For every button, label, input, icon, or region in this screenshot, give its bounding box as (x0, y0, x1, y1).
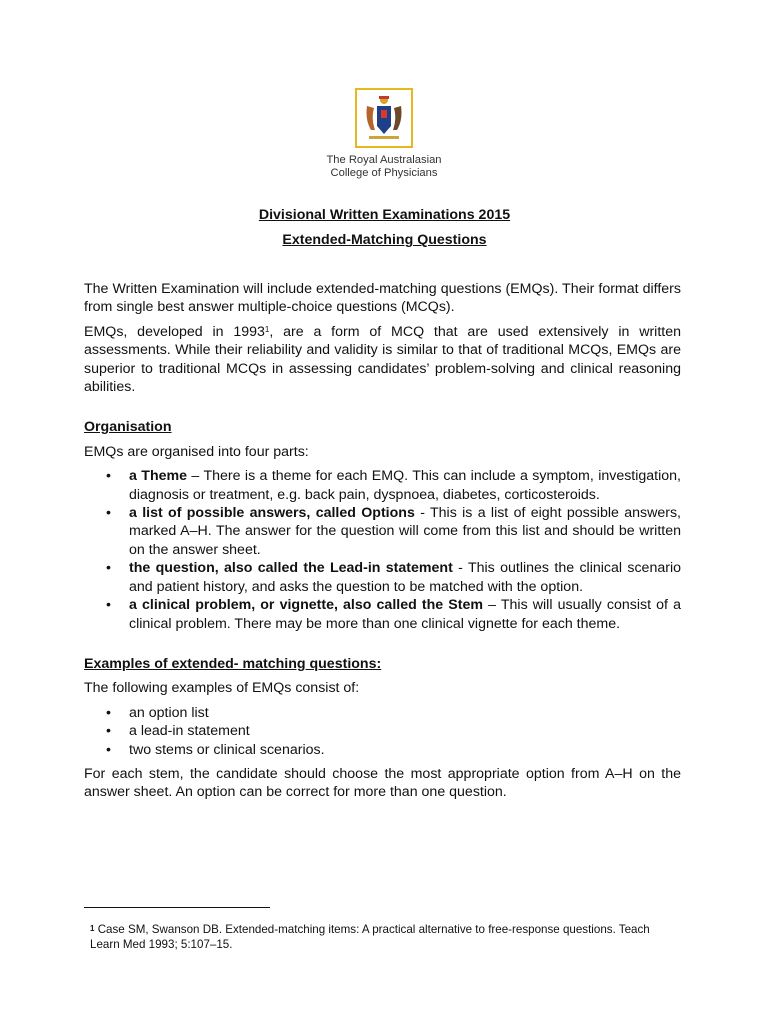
bullet-icon: • (106, 505, 111, 522)
list-item-text: two stems or clinical scenarios. (129, 741, 325, 758)
examples-lead: The following examples of EMQs consist of: (84, 680, 360, 697)
examples-heading: Examples of extended- matching questions: (84, 655, 382, 672)
list-item (84, 596, 681, 633)
list-item-text: a lead-in statement (129, 723, 250, 740)
examples-list (84, 704, 681, 759)
organisation-heading: Organisation (84, 419, 172, 436)
document-title: Divisional Written Examinations 2015 (258, 207, 511, 223)
intro-p2-start: EMQs, developed in 1993 (84, 323, 265, 340)
list-item-text: - This is a list of eight possible answers, marked A–H. The answer for the question will come from this list and should be written on the answer sheet. (129, 505, 681, 558)
organisation-list (84, 467, 681, 633)
list-item-text: - This outlines the clinical scenario and patient history, and asks the question to be matched with the option. (129, 560, 681, 595)
bullet-icon: • (106, 723, 111, 740)
college-name-line2: College of Physicians (330, 167, 438, 179)
intro-paragraph-1: The Written Examination will include extended-matching questions (EMQs). Their format differs from single best answer multiple-choice questions (MCQs). (84, 281, 681, 316)
organisation-lead: EMQs are organised into four parts: (84, 443, 309, 460)
examples-closing: For each stem, the candidate should choose the most appropriate option from A–H on the answer sheet. An option can be correct for more than one question. (84, 765, 681, 801)
footnote-text: Case SM, Swanson DB. Extended-matching items: A practical alternative to free-response questions. Teach Learn Med 1993; 5:107–15. (90, 923, 650, 951)
intro-p2-end: , are a form of MCQ that are used extensively in written assessments. While their reliability and validity is similar to that of traditional MCQs, EMQs are superior to traditional MCQs in assessing candidates’ problem-solving and clinical reasoning abilities. (84, 323, 681, 396)
list-item (84, 704, 681, 722)
document-titles (84, 206, 685, 257)
list-item-bold: a clinical problem, or vignette, also called the Stem (129, 597, 483, 614)
list-item-bold: a list of possible answers, called Options (129, 505, 415, 522)
intro-paragraph-2 (84, 323, 681, 397)
list-item-text: – This will usually consist of a clinical problem. There may be more than one clinical vignette for each theme. (129, 597, 682, 632)
list-item (84, 741, 681, 759)
footnote-reference: 1 (264, 324, 270, 334)
list-item (84, 504, 681, 559)
list-item (84, 467, 681, 504)
footnote-divider (84, 907, 270, 908)
bullet-icon: • (106, 597, 111, 614)
document-subtitle: Extended-Matching Questions (282, 232, 487, 249)
bullet-icon: • (106, 468, 111, 485)
crest-icon (355, 88, 413, 148)
bullet-icon: • (106, 560, 111, 577)
list-item-bold: a Theme (129, 468, 188, 485)
footnote-number: 1 (90, 924, 95, 933)
list-item (84, 559, 681, 596)
college-name-line1: The Royal Australasian (326, 154, 442, 166)
list-item-text: – There is a theme for each EMQ. This can include a symptom, investigation, diagnosis or treatment, e.g. back pain, dyspnoea, diabetes, corticosteroids. (129, 468, 682, 503)
list-item (84, 722, 681, 740)
college-logo (319, 88, 449, 180)
bullet-icon: • (106, 741, 111, 758)
list-item-bold: the question, also called the Lead-in statement (129, 560, 453, 577)
document-body (84, 280, 681, 808)
bullet-icon: • (106, 704, 111, 721)
list-item-text: an option list (129, 704, 209, 721)
footnote (90, 922, 670, 952)
